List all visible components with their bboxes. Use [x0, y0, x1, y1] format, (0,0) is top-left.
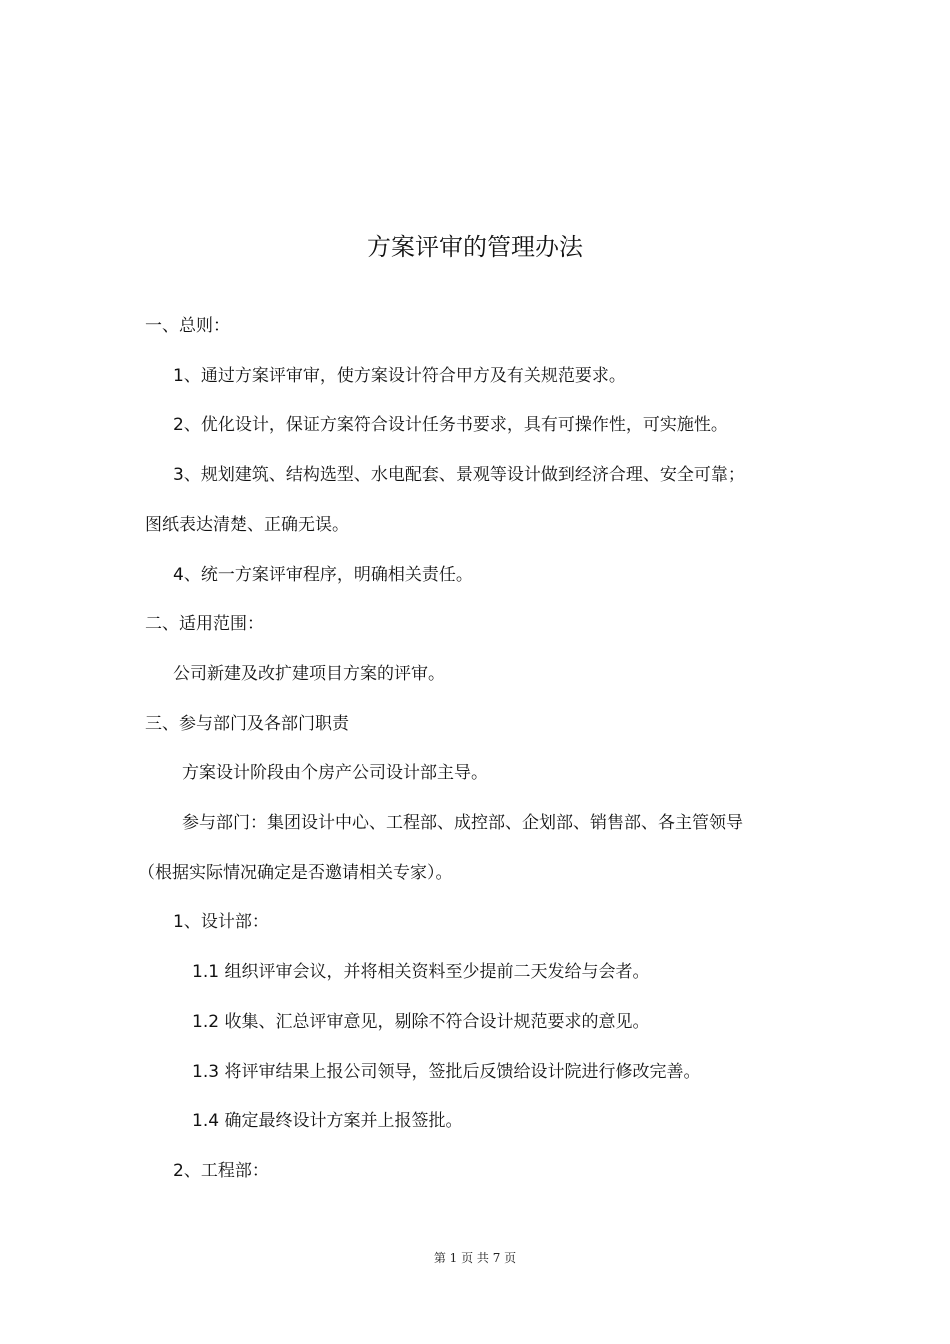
paragraph: 方案设计阶段由个房产公司设计部主导。: [182, 763, 488, 783]
list-item: 3、规划建筑、结构选型、水电配套、景观等设计做到经济合理、安全可靠；: [173, 465, 745, 485]
list-item: 1.3 将评审结果上报公司领导，签批后反馈给设计院进行修改完善。: [192, 1062, 701, 1082]
paragraph-continuation: （根据实际情况确定是否邀请相关专家）。: [138, 863, 453, 883]
section-heading-scope: 二、适用范围：: [145, 614, 264, 634]
list-item: 4、统一方案评审程序，明确相关责任。: [173, 565, 473, 585]
page-number: 第 1 页 共 7 页: [433, 1251, 517, 1265]
document-title: 方案评审的管理办法: [367, 233, 583, 261]
list-item-continuation: 图纸表达清楚、正确无误。: [145, 515, 349, 535]
list-item: 1.4 确定最终设计方案并上报签批。: [192, 1111, 463, 1131]
list-item: 1、通过方案评审审，使方案设计符合甲方及有关规范要求。: [173, 366, 626, 386]
paragraph: 公司新建及改扩建项目方案的评审。: [173, 664, 445, 684]
subsection-heading-engineering-dept: 2、工程部：: [173, 1161, 269, 1181]
section-heading-general: 一、总则：: [145, 316, 230, 336]
list-item: 2、优化设计，保证方案符合设计任务书要求，具有可操作性，可实施性。: [173, 415, 728, 435]
paragraph: 参与部门：集团设计中心、工程部、成控部、企划部、销售部、各主管领导: [182, 813, 743, 833]
list-item: 1.1 组织评审会议，并将相关资料至少提前二天发给与会者。: [192, 962, 650, 982]
list-item: 1.2 收集、汇总评审意见，剔除不符合设计规范要求的意见。: [192, 1012, 650, 1032]
subsection-heading-design-dept: 1、设计部：: [173, 912, 269, 932]
section-heading-departments: 三、参与部门及各部门职责: [145, 714, 349, 734]
